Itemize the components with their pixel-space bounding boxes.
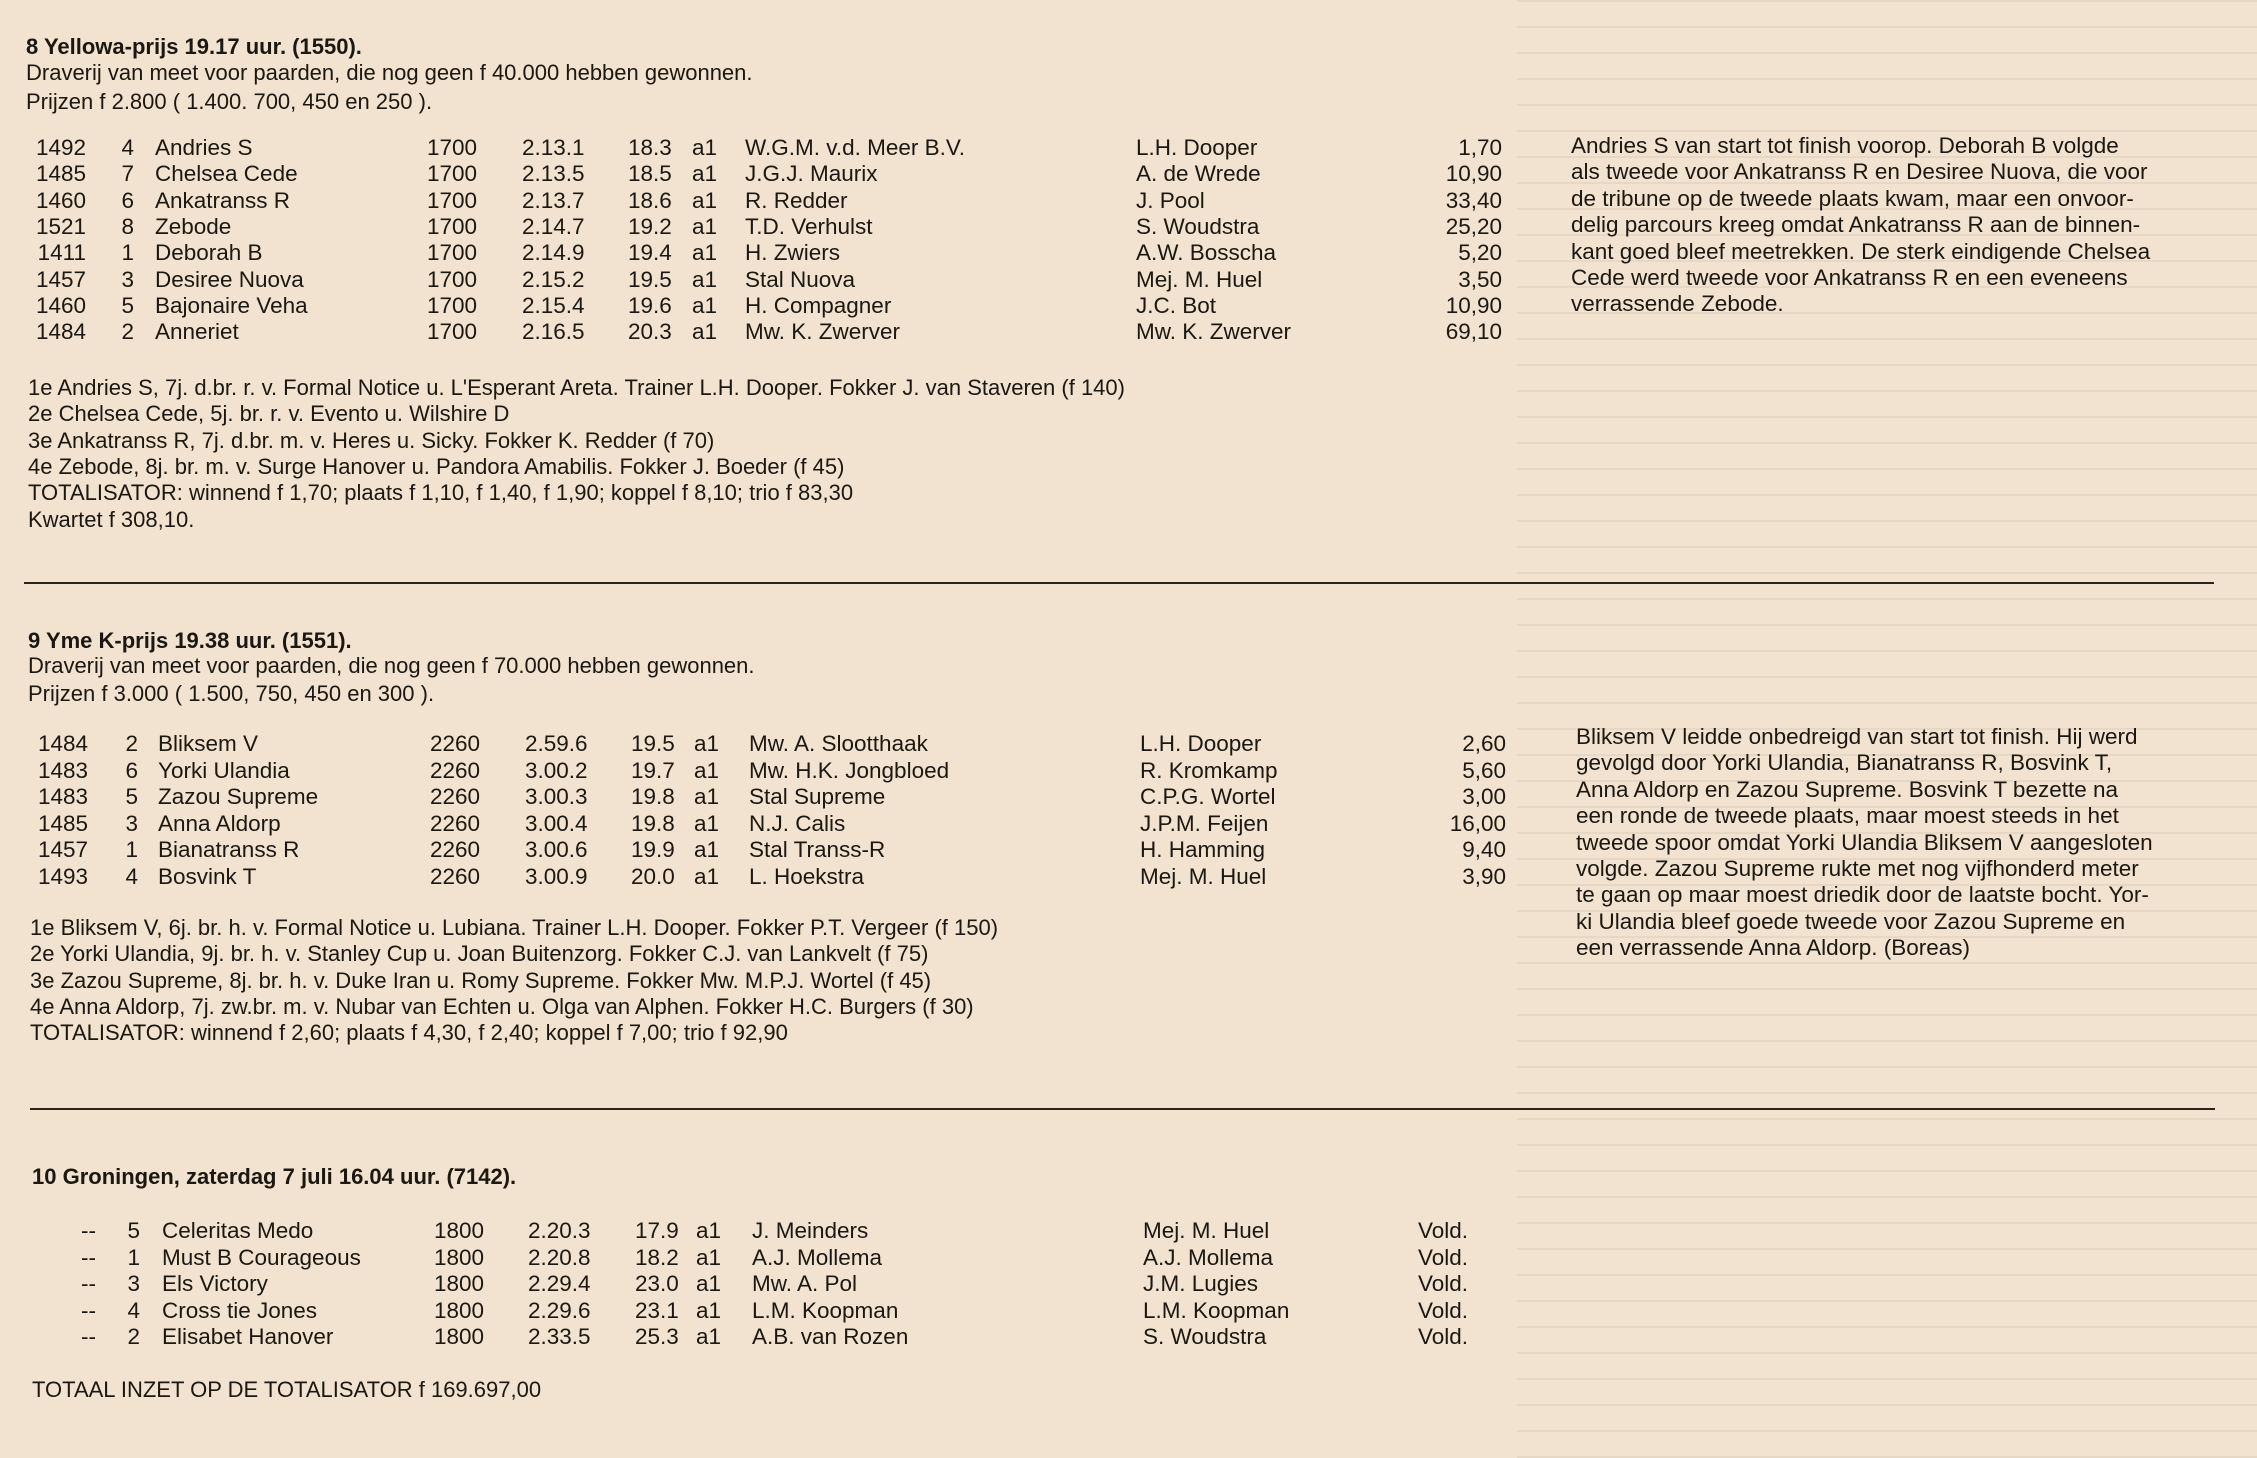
cell-odds: Vold. xyxy=(1418,1324,1469,1350)
cell-nr: 1 xyxy=(125,837,138,863)
cell-dist: 2260 xyxy=(430,784,481,810)
cell-horse: Celeritas Medo xyxy=(162,1218,314,1243)
cell-dist: 2260 xyxy=(430,731,481,756)
cell-driver: Mej. M. Huel xyxy=(1140,864,1267,889)
cell-dist: 1700 xyxy=(427,319,478,345)
cell-time: 2.13.7 xyxy=(522,187,585,213)
result-line: Kwartet f 308,10. xyxy=(28,506,195,532)
cell-time: 2.14.7 xyxy=(522,213,585,239)
cell-driver: A.W. Bosscha xyxy=(1136,240,1277,266)
cell-odds: 3,50 xyxy=(1458,266,1502,292)
cell-odds: Vold. xyxy=(1418,1271,1469,1297)
cell-odds: 69,10 xyxy=(1445,319,1502,345)
cell-driver: L.M. Koopman xyxy=(1143,1297,1290,1323)
cell-a: a1 xyxy=(692,187,718,213)
result-line: 3e Ankatranss R, 7j. d.br. m. v. Heres u. Sicky. Fokker K. Redder (f 70) xyxy=(28,427,715,453)
cell-horse: Chelsea Cede xyxy=(155,161,298,187)
cell-driver: L.H. Dooper xyxy=(1136,135,1258,160)
cell-nr: 4 xyxy=(127,1297,140,1323)
cell-horse: Els Victory xyxy=(162,1271,268,1297)
cell-dist: 1700 xyxy=(427,266,478,292)
race-prizes: Prijzen f 2.800 ( 1.400. 700, 450 en 250 ). xyxy=(26,89,433,114)
result-line: 3e Zazou Supreme, 8j. br. h. v. Duke Iran u. Romy Supreme. Fokker Mw. M.P.J. Wortel (f 45) xyxy=(30,967,932,993)
cell-a: a1 xyxy=(692,266,718,292)
cell-km: 19.6 xyxy=(628,292,672,318)
cell-km: 25.3 xyxy=(635,1324,679,1350)
cell-nr: 4 xyxy=(121,135,134,160)
result-line: 4e Anna Aldorp, 7j. zw.br. m. v. Nubar van Echten u. Olga van Alphen. Fokker H.C. Burgers (f 30) xyxy=(30,993,974,1019)
cell-dist: 1700 xyxy=(427,213,478,239)
race-prizes: Prijzen f 3.000 ( 1.500, 750, 450 en 300 ). xyxy=(28,681,435,706)
result-line: 2e Yorki Ulandia, 9j. br. h. v. Stanley Cup u. Joan Buitenzorg. Fokker C.J. van Lankvelt (f 75) xyxy=(30,941,929,967)
cell-odds: 10,90 xyxy=(1445,161,1502,187)
race-title: 8 Yellowa-prijs 19.17 uur. (1550). xyxy=(26,34,362,59)
cell-owner: L. Hoekstra xyxy=(749,864,865,889)
cell-km: 18.5 xyxy=(628,161,672,187)
cell-a: a1 xyxy=(692,240,718,266)
cell-odds: 10,90 xyxy=(1445,292,1502,318)
totalisator-total: TOTAAL INZET OP DE TOTALISATOR f 169.697,00 xyxy=(32,1377,542,1402)
result-line: 1e Bliksem V, 6j. br. h. v. Formal Notice u. Lubiana. Trainer L.H. Dooper. Fokker P.T. Vergeer (f 150) xyxy=(30,915,999,940)
cell-owner: Mw. A. Pol xyxy=(752,1271,858,1297)
cell-nr: 1 xyxy=(127,1244,140,1270)
cell-km: 19.8 xyxy=(631,784,675,810)
cell-a: a1 xyxy=(694,810,720,836)
cell-owner: L.M. Koopman xyxy=(752,1297,899,1323)
cell-dist: 2260 xyxy=(430,810,481,836)
cell-id: -- xyxy=(81,1297,96,1323)
cell-driver: A.J. Mollema xyxy=(1143,1244,1274,1270)
cell-km: 18.3 xyxy=(628,135,672,160)
table-row xyxy=(0,811,1560,837)
table-row xyxy=(0,135,1560,161)
cell-dist: 1800 xyxy=(434,1324,485,1350)
cell-id: 1483 xyxy=(37,757,88,783)
cell-driver: L.H. Dooper xyxy=(1140,731,1262,756)
cell-km: 19.7 xyxy=(631,757,675,783)
race-description: Draverij van meet voor paarden, die nog geen f 70.000 hebben gewonnen. xyxy=(28,653,755,678)
cell-id: -- xyxy=(81,1271,96,1297)
cell-owner: W.G.M. v.d. Meer B.V. xyxy=(745,135,966,160)
race-title: 10 Groningen, zaterdag 7 juli 16.04 uur. (7142). xyxy=(32,1164,517,1189)
cell-nr: 2 xyxy=(127,1324,140,1350)
cell-time: 3.00.4 xyxy=(525,810,588,836)
cell-dist: 1700 xyxy=(427,161,478,187)
cell-driver: J. Pool xyxy=(1136,187,1205,213)
comment-line: Bliksem V leidde onbedreigd van start tot finish. Hij werd xyxy=(1576,724,2138,749)
cell-odds: 9,40 xyxy=(1462,837,1506,863)
cell-time: 3.00.2 xyxy=(525,757,588,783)
cell-time: 2.59.6 xyxy=(525,731,588,756)
table-row xyxy=(0,293,1560,319)
cell-driver: J.P.M. Feijen xyxy=(1140,810,1269,836)
comment-line: kant goed bleef meetrekken. De sterk eindigende Chelsea xyxy=(1571,238,2151,264)
table-row xyxy=(0,267,1560,293)
comment-line: tweede spoor omdat Yorki Ulandia Bliksem V aangesloten xyxy=(1576,829,2153,855)
cell-time: 2.29.6 xyxy=(528,1297,591,1323)
cell-km: 19.9 xyxy=(631,837,675,863)
cell-odds: Vold. xyxy=(1418,1218,1469,1243)
cell-driver: Mw. K. Zwerver xyxy=(1136,319,1292,345)
cell-odds: 5,20 xyxy=(1458,240,1502,266)
cell-odds: 1,70 xyxy=(1458,135,1502,160)
cell-km: 23.1 xyxy=(635,1297,679,1323)
cell-odds: 2,60 xyxy=(1462,731,1506,756)
cell-driver: J.M. Lugies xyxy=(1143,1271,1259,1297)
cell-nr: 6 xyxy=(125,757,138,783)
result-line: TOTALISATOR: winnend f 1,70; plaats f 1,10, f 1,40, f 1,90; koppel f 8,10; trio f 83,30 xyxy=(28,480,854,506)
cell-km: 19.5 xyxy=(628,266,672,292)
cell-a: a1 xyxy=(694,757,720,783)
cell-dist: 1700 xyxy=(427,240,478,266)
comment-line: volgde. Zazou Supreme rukte met nog vijfhonderd meter xyxy=(1576,856,2139,881)
cell-a: a1 xyxy=(694,784,720,810)
cell-dist: 1700 xyxy=(427,187,478,213)
cell-time: 2.13.1 xyxy=(522,135,585,160)
cell-time: 2.29.4 xyxy=(528,1271,591,1297)
cell-a: a1 xyxy=(694,837,720,863)
cell-nr: 5 xyxy=(121,292,134,318)
cell-km: 23.0 xyxy=(635,1271,679,1297)
cell-time: 3.00.9 xyxy=(525,864,588,889)
cell-owner: Mw. K. Zwerver xyxy=(745,319,901,345)
cell-horse: Zazou Supreme xyxy=(158,784,319,810)
cell-owner: H. Compagner xyxy=(745,292,892,318)
cell-dist: 1800 xyxy=(434,1271,485,1297)
cell-owner: Mw. H.K. Jongbloed xyxy=(749,757,950,783)
cell-nr: 2 xyxy=(125,731,138,756)
cell-a: a1 xyxy=(696,1271,722,1297)
cell-horse: Bliksem V xyxy=(158,731,259,756)
cell-driver: H. Hamming xyxy=(1140,837,1266,863)
cell-horse: Anneriet xyxy=(155,319,239,345)
cell-id: 1521 xyxy=(35,213,86,239)
cell-a: a1 xyxy=(696,1297,722,1323)
cell-km: 19.2 xyxy=(628,213,672,239)
cell-owner: R. Redder xyxy=(745,187,848,213)
table-row xyxy=(0,188,1560,214)
cell-horse: Ankatranss R xyxy=(155,187,291,213)
cell-time: 2.13.5 xyxy=(522,161,585,187)
cell-id: 1492 xyxy=(35,135,86,160)
cell-horse: Bosvink T xyxy=(158,864,257,889)
cell-time: 2.16.5 xyxy=(522,319,585,345)
cell-dist: 1700 xyxy=(427,135,478,160)
cell-id: -- xyxy=(81,1244,96,1270)
cell-km: 18.2 xyxy=(635,1244,679,1270)
cell-id: 1484 xyxy=(37,731,88,756)
table-row xyxy=(0,864,1560,890)
cell-horse: Bianatranss R xyxy=(158,837,300,863)
cell-a: a1 xyxy=(692,292,718,318)
cell-driver: R. Kromkamp xyxy=(1140,757,1278,783)
cell-a: a1 xyxy=(696,1218,722,1243)
cell-nr: 2 xyxy=(121,319,134,345)
comment-line: gevolgd door Yorki Ulandia, Bianatranss R, Bosvink T, xyxy=(1576,750,2113,776)
cell-time: 2.20.3 xyxy=(528,1218,591,1243)
table-row xyxy=(0,1298,1560,1324)
table-row xyxy=(0,1324,1560,1350)
cell-dist: 1800 xyxy=(434,1297,485,1323)
cell-horse: Deborah B xyxy=(155,240,263,266)
result-line: 2e Chelsea Cede, 5j. br. r. v. Evento u. Wilshire D xyxy=(28,401,510,427)
cell-a: a1 xyxy=(692,213,718,239)
cell-horse: Elisabet Hanover xyxy=(162,1324,334,1350)
cell-km: 20.3 xyxy=(628,319,672,345)
cell-km: 17.9 xyxy=(635,1218,679,1243)
cell-nr: 4 xyxy=(125,864,138,889)
cell-owner: Stal Transs-R xyxy=(749,837,886,863)
cell-km: 19.8 xyxy=(631,810,675,836)
cell-nr: 5 xyxy=(125,784,138,810)
cell-id: 1460 xyxy=(35,292,86,318)
table-row xyxy=(0,1218,1560,1244)
table-row xyxy=(0,161,1560,187)
cell-owner: T.D. Verhulst xyxy=(745,213,873,239)
cell-a: a1 xyxy=(694,864,720,889)
cell-odds: Vold. xyxy=(1418,1297,1469,1323)
race-title: 9 Yme K-prijs 19.38 uur. (1551). xyxy=(28,628,352,653)
cell-id: 1457 xyxy=(37,837,88,863)
cell-odds: 5,60 xyxy=(1462,757,1506,783)
cell-a: a1 xyxy=(692,319,718,345)
table-row xyxy=(0,214,1560,240)
cell-time: 3.00.6 xyxy=(525,837,588,863)
table-row xyxy=(0,240,1560,266)
cell-nr: 3 xyxy=(125,810,138,836)
race-description: Draverij van meet voor paarden, die nog geen f 40.000 hebben gewonnen. xyxy=(26,60,753,85)
comment-line: ki Ulandia bleef goede tweede voor Zazou Supreme en xyxy=(1576,908,2126,934)
table-row xyxy=(0,1245,1560,1271)
cell-driver: J.C. Bot xyxy=(1136,292,1217,318)
comment-line: Cede werd tweede voor Ankatranss R en een eveneens xyxy=(1571,265,2128,290)
comment-line: te gaan op maar moest driedik door de laatste bocht. Yor- xyxy=(1576,882,2149,908)
cell-owner: N.J. Calis xyxy=(749,810,846,836)
cell-owner: J.G.J. Maurix xyxy=(745,161,878,187)
result-line: 4e Zebode, 8j. br. m. v. Surge Hanover u. Pandora Amabilis. Fokker J. Boeder (f 45) xyxy=(28,453,845,479)
cell-a: a1 xyxy=(694,731,720,756)
cell-time: 2.20.8 xyxy=(528,1244,591,1270)
cell-dist: 2260 xyxy=(430,757,481,783)
cell-km: 19.5 xyxy=(631,731,675,756)
comment-line: de tribune op de tweede plaats kwam, maar een onvoor- xyxy=(1571,185,2134,211)
comment-line: een ronde de tweede plaats, maar moest steeds in het xyxy=(1576,803,2119,829)
cell-horse: Andries S xyxy=(155,135,253,160)
comment-line: Andries S van start tot finish voorop. Deborah B volgde xyxy=(1571,133,2119,158)
cell-a: a1 xyxy=(696,1244,722,1270)
comment-line: delig parcours kreeg omdat Ankatranss R aan de binnen- xyxy=(1571,212,2141,238)
cell-km: 20.0 xyxy=(631,864,675,889)
cell-dist: 1700 xyxy=(427,292,478,318)
cell-id: 1485 xyxy=(37,810,88,836)
cell-owner: Stal Nuova xyxy=(745,266,856,292)
cell-time: 2.15.4 xyxy=(522,292,585,318)
cell-id: 1460 xyxy=(35,187,86,213)
cell-driver: S. Woudstra xyxy=(1136,213,1260,239)
cell-horse: Cross tie Jones xyxy=(162,1297,318,1323)
comment-line: verrassende Zebode. xyxy=(1571,291,1784,317)
cell-time: 2.15.2 xyxy=(522,266,585,292)
cell-horse: Desiree Nuova xyxy=(155,266,304,292)
table-row xyxy=(0,837,1560,863)
cell-a: a1 xyxy=(696,1324,722,1350)
cell-horse: Must B Courageous xyxy=(162,1244,361,1270)
cell-id: -- xyxy=(81,1324,96,1350)
cell-odds: 16,00 xyxy=(1449,810,1506,836)
cell-odds: 25,20 xyxy=(1445,213,1502,239)
comment-line: als tweede voor Ankatranss R en Desiree Nuova, die voor xyxy=(1571,159,2148,185)
cell-dist: 1800 xyxy=(434,1218,485,1243)
cell-id: 1483 xyxy=(37,784,88,810)
comment-line: een verrassende Anna Aldorp. (Boreas) xyxy=(1576,935,1970,961)
cell-id: 1457 xyxy=(35,266,86,292)
table-row xyxy=(0,758,1560,784)
cell-time: 3.00.3 xyxy=(525,784,588,810)
cell-odds: 33,40 xyxy=(1445,187,1502,213)
cell-owner: H. Zwiers xyxy=(745,240,840,266)
comment-line: Anna Aldorp en Zazou Supreme. Bosvink T bezette na xyxy=(1576,776,2119,802)
result-line: TOTALISATOR: winnend f 2,60; plaats f 4,30, f 2,40; koppel f 7,00; trio f 92,90 xyxy=(30,1020,788,1046)
cell-time: 2.33.5 xyxy=(528,1324,591,1350)
cell-nr: 3 xyxy=(121,266,134,292)
cell-owner: Stal Supreme xyxy=(749,784,886,810)
cell-owner: A.B. van Rozen xyxy=(752,1324,909,1350)
cell-horse: Yorki Ulandia xyxy=(158,757,290,783)
cell-id: 1411 xyxy=(37,240,86,266)
cell-owner: A.J. Mollema xyxy=(752,1244,883,1270)
cell-nr: 6 xyxy=(121,187,134,213)
cell-nr: 1 xyxy=(121,240,134,266)
cell-driver: S. Woudstra xyxy=(1143,1324,1267,1350)
table-row xyxy=(0,319,1560,345)
cell-nr: 5 xyxy=(127,1218,140,1243)
cell-km: 19.4 xyxy=(628,240,672,266)
cell-dist: 2260 xyxy=(430,864,481,889)
cell-a: a1 xyxy=(692,135,718,160)
table-row xyxy=(0,731,1560,757)
cell-odds: 3,00 xyxy=(1462,784,1506,810)
section-divider xyxy=(24,582,2214,584)
cell-odds: Vold. xyxy=(1418,1244,1469,1270)
cell-driver: Mej. M. Huel xyxy=(1136,266,1263,292)
cell-horse: Zebode xyxy=(155,213,232,239)
cell-horse: Bajonaire Veha xyxy=(155,292,308,318)
cell-nr: 7 xyxy=(121,161,134,187)
cell-driver: Mej. M. Huel xyxy=(1143,1218,1270,1243)
cell-a: a1 xyxy=(692,161,718,187)
cell-owner: Mw. A. Slootthaak xyxy=(749,731,928,756)
cell-owner: J. Meinders xyxy=(752,1218,869,1243)
cell-id: 1484 xyxy=(35,319,86,345)
cell-dist: 1800 xyxy=(434,1244,485,1270)
cell-nr: 8 xyxy=(121,213,134,239)
cell-driver: A. de Wrede xyxy=(1136,161,1261,187)
cell-odds: 3,90 xyxy=(1462,864,1506,889)
cell-driver: C.P.G. Wortel xyxy=(1140,784,1276,810)
section-divider xyxy=(30,1108,2215,1110)
cell-nr: 3 xyxy=(127,1271,140,1297)
cell-id: -- xyxy=(81,1218,96,1243)
result-line: 1e Andries S, 7j. d.br. r. v. Formal Notice u. L'Esperant Areta. Trainer L.H. Dooper. Fokker J. van Staveren (f 140) xyxy=(28,375,1125,400)
cell-dist: 2260 xyxy=(430,837,481,863)
cell-id: 1493 xyxy=(37,864,88,889)
cell-id: 1485 xyxy=(35,161,86,187)
table-row xyxy=(0,1271,1560,1297)
cell-horse: Anna Aldorp xyxy=(158,810,281,836)
table-row xyxy=(0,784,1560,810)
cell-time: 2.14.9 xyxy=(522,240,585,266)
cell-km: 18.6 xyxy=(628,187,672,213)
